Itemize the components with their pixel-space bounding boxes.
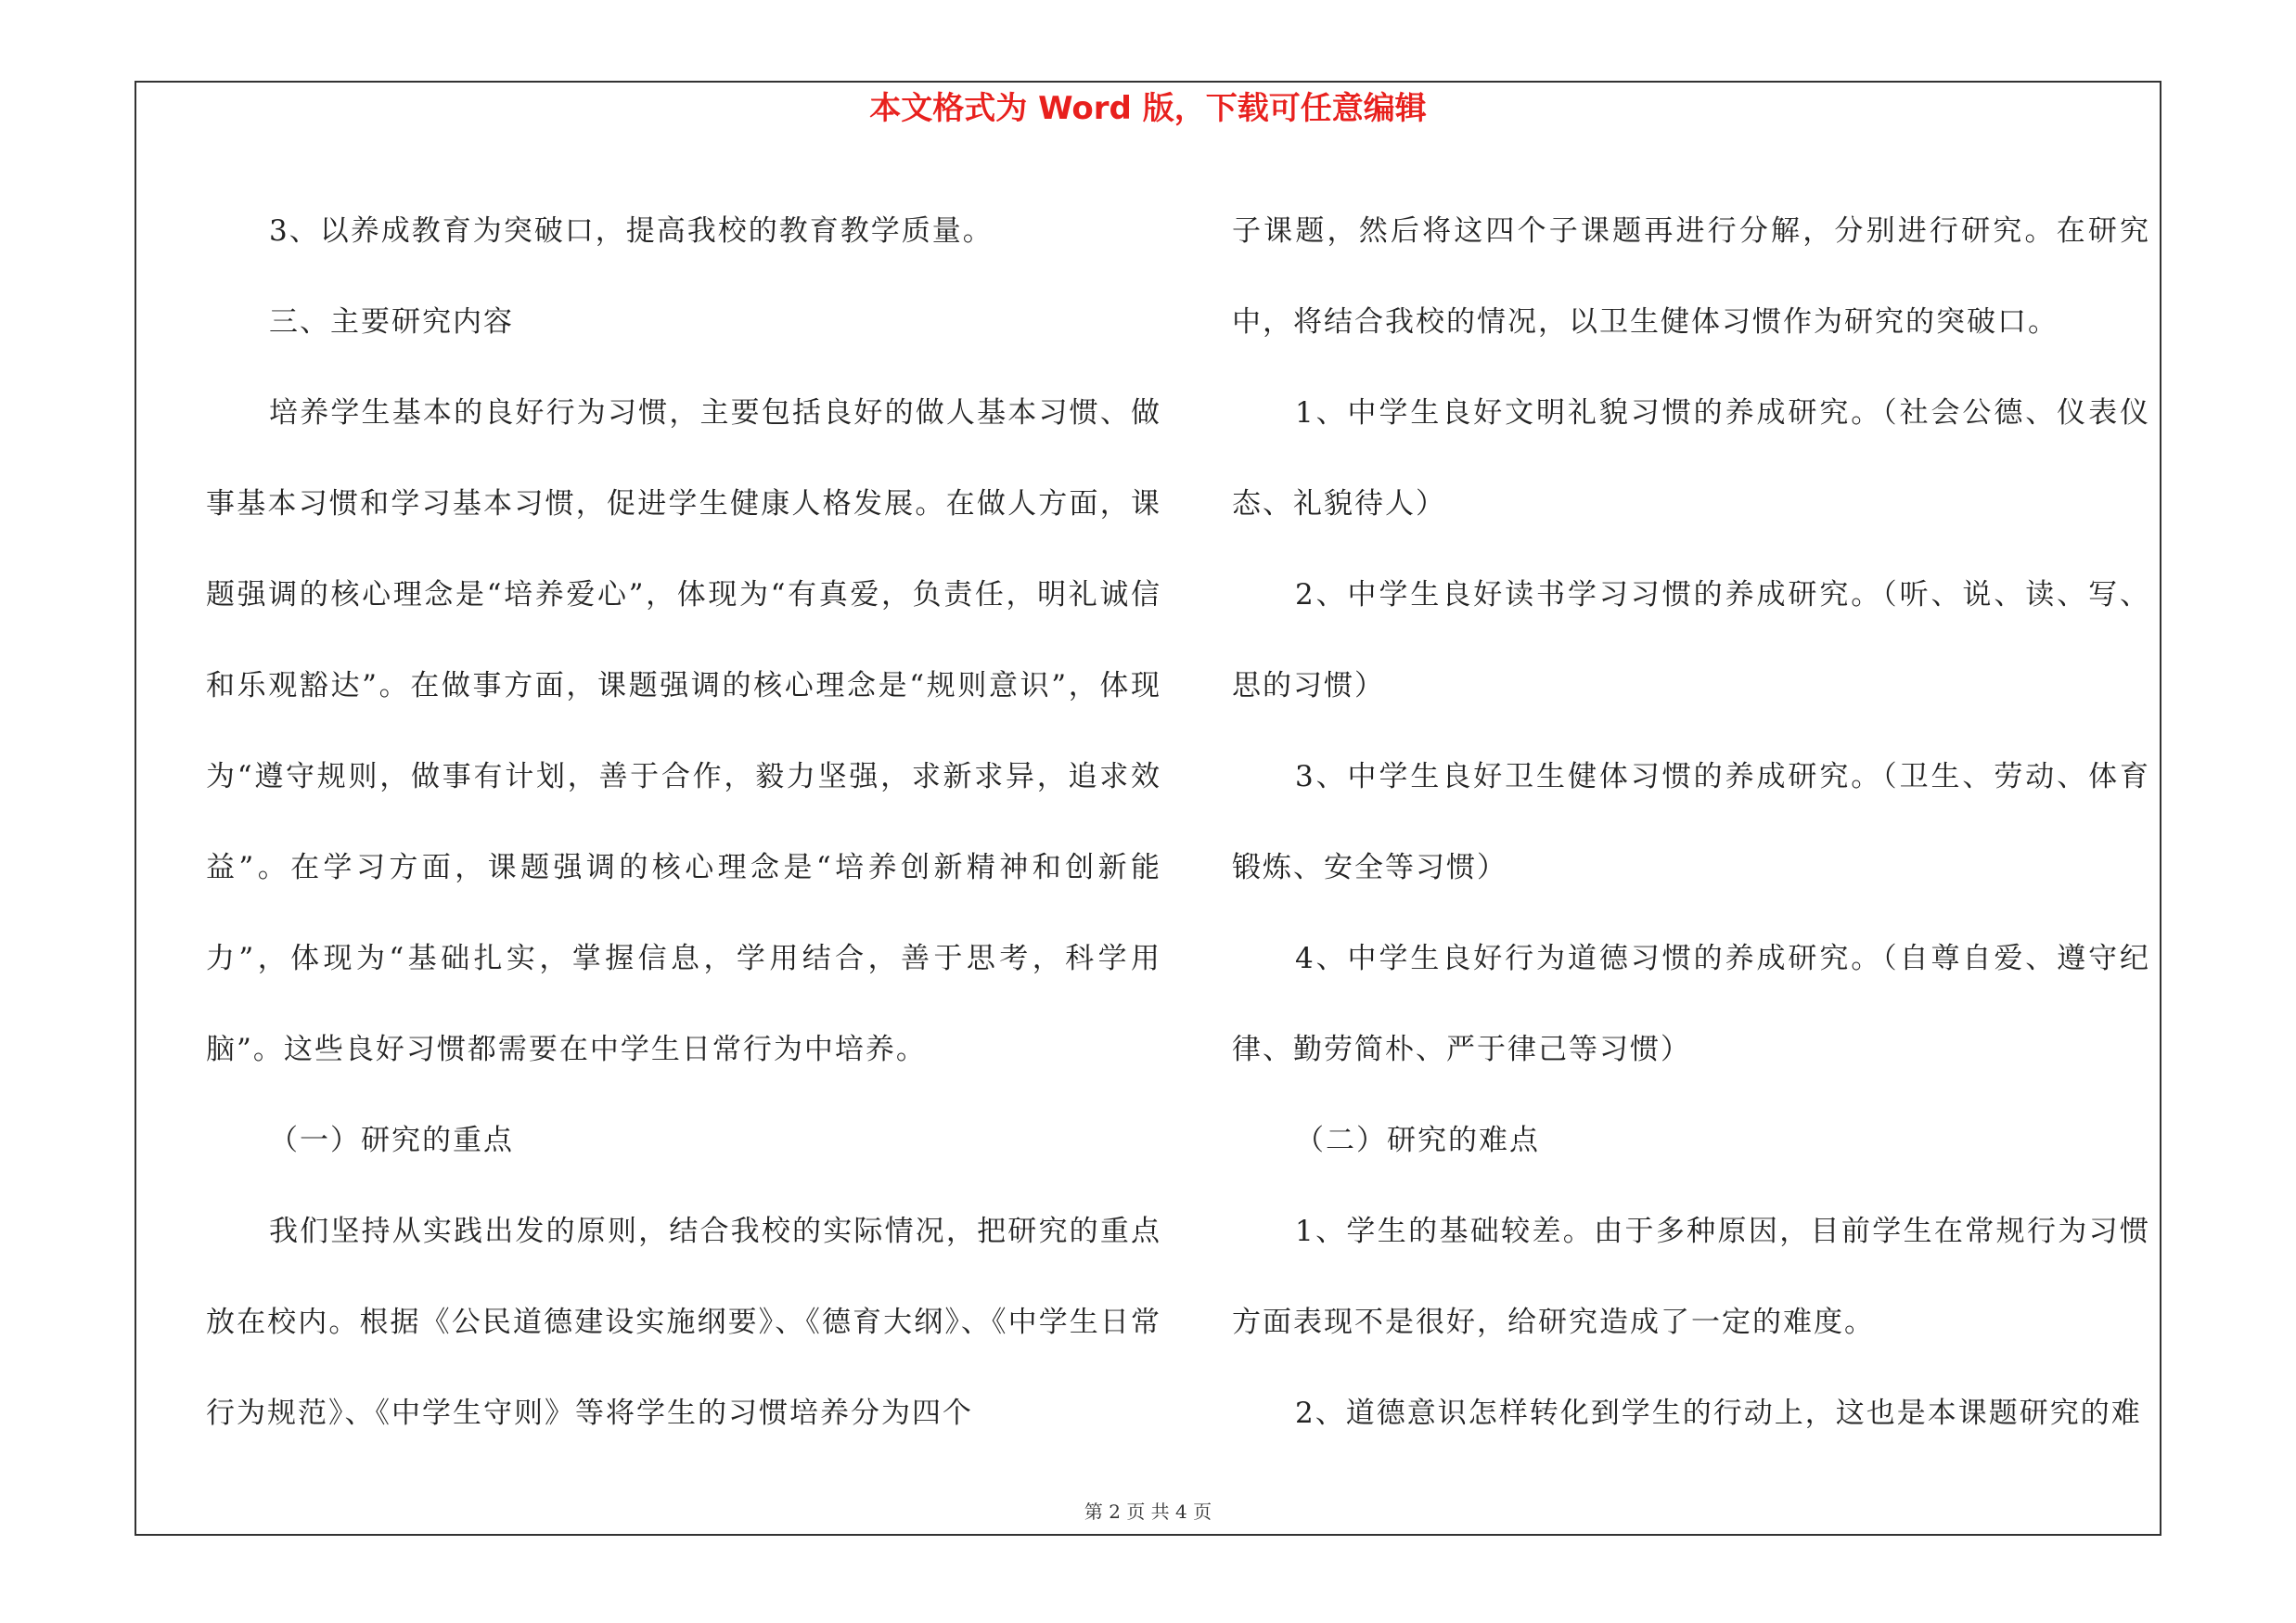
paragraph-research-focus: 我们坚持从实践出发的原则，结合我校的实际情况，把研究的重点放在校内。根据《公民道德建设实施纲要》、《德育大纲》、《中学生日常行为规范》、《中学生守则》等将学生的习惯培养分为四个 <box>206 1215 1161 1430</box>
list-item-etiquette: 1、中学生良好文明礼貌习惯的养成研究。（社会公德、仪表仪态、礼貌待人） <box>1232 396 2150 521</box>
subheading-research-focus: （一）研究的重点 <box>269 1124 514 1157</box>
paragraph-difficulty-1: 1、学生的基础较差。由于多种原因，目前学生在常规行为习惯方面表现不是很好，给研究造成了一定的难度。 <box>1232 1215 2150 1339</box>
list-item-health: 3、中学生良好卫生健体习惯的养成研究。（卫生、劳动、体育锻炼、安全等习惯） <box>1232 760 2150 884</box>
list-item-study: 2、中学生良好读书学习习惯的养成研究。（听、说、读、写、思的习惯） <box>1232 578 2150 702</box>
right-column <box>1232 186 2150 1459</box>
list-item-morality: 4、中学生良好行为道德习惯的养成研究。（自尊自爱、遵守纪律、勤劳简朴、严于律己等习惯） <box>1232 942 2150 1066</box>
left-column <box>206 186 1161 1459</box>
paragraph-difficulty-2: 2、道德意识怎样转化到学生的行动上，这也是本课题研究的难 <box>1295 1397 2142 1430</box>
subheading-research-difficulty: （二）研究的难点 <box>1295 1124 1540 1157</box>
page-number: 第 2 页 共 4 页 <box>1084 1501 1212 1523</box>
paragraph-habits-overview: 培养学生基本的良好行为习惯，主要包括良好的做人基本习惯、做事基本习惯和学习基本习惯，促进学生健康人格发展。在做人方面，课题强调的核心理念是“培养爱心”，体现为“有真爱，负责任，明礼诚信和乐观豁达”。在做事方面，课题强调的核心理念是“规则意识”，体现为“遵守规则，做事有计划，善于合作，毅力坚强，求新求异，追求效益”。在学习方面，课题强调的核心理念是“培养创新精神和创新能力”，体现为“基础扎实，掌握信息，学用结合，善于思考，科学用脑”。这些良好习惯都需要在中学生日常行为中培养。 <box>206 396 1161 1066</box>
paragraph-goal-3: 3、以养成教育为突破口，提高我校的教育教学质量。 <box>269 214 994 248</box>
paragraph-subtopics-continued: 子课题，然后将这四个子课题再进行分解，分别进行研究。在研究中，将结合我校的情况，以卫生健体习惯作为研究的突破口。 <box>1232 214 2150 339</box>
section-heading-research-content: 三、主要研究内容 <box>269 305 514 339</box>
format-banner: 本文格式为 Word 版，下载可任意编辑 <box>869 90 1427 127</box>
